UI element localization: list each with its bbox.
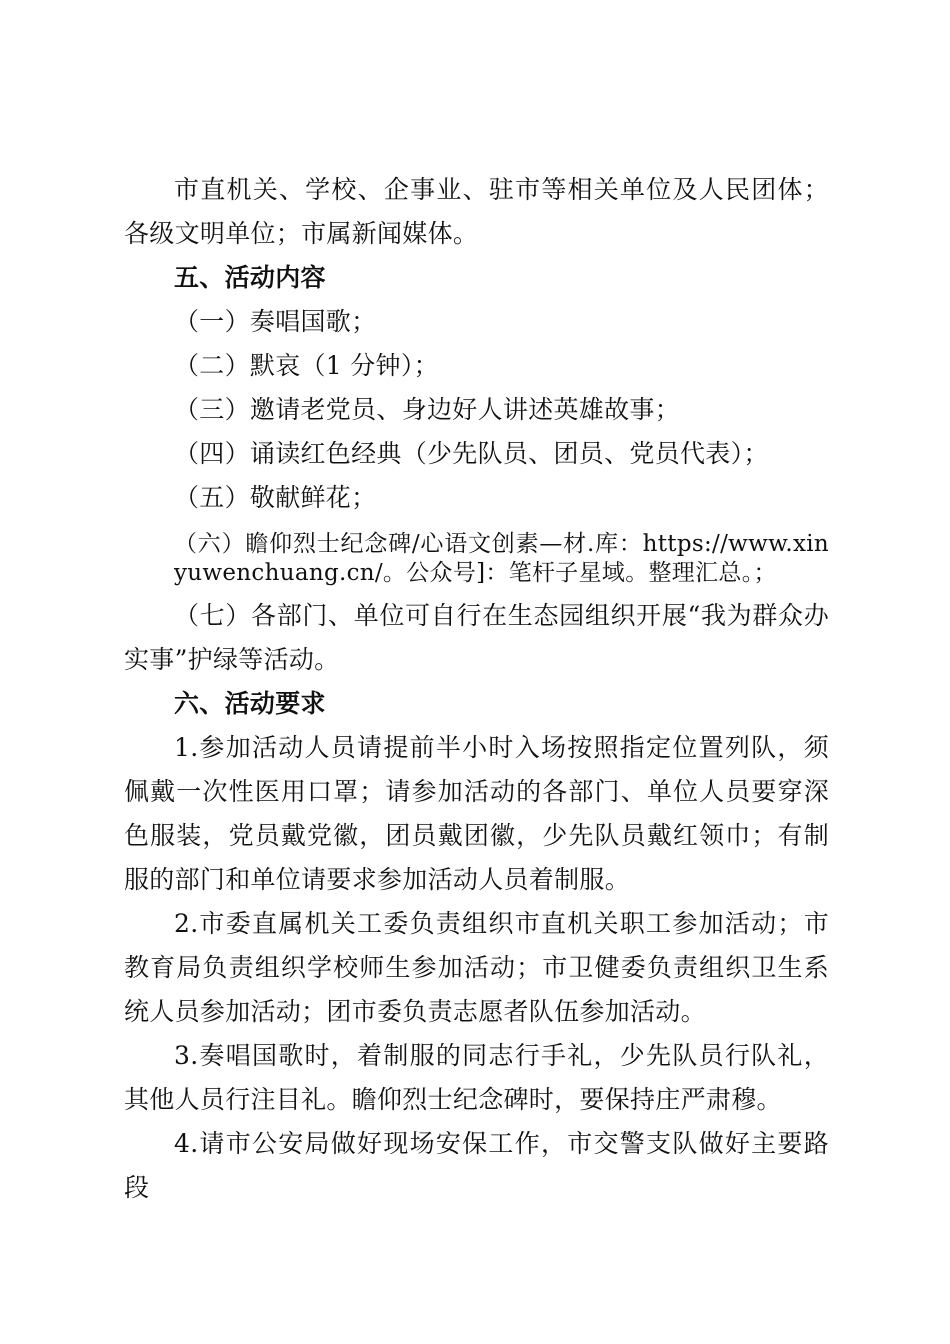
content-item-4: （四）诵读红色经典（少先队员、团员、党员代表）； [174,439,769,468]
document-body [124,168,829,1210]
content-item-1: （一）奏唱国歌； [174,307,377,336]
section-heading-content: 五、活动内容 [174,263,326,292]
requirement-4: 4.请市公安局做好现场安保工作，市交警支队做好主要路段 [124,1129,829,1202]
content-item-3: （三）邀请老党员、身边好人讲述英雄故事； [174,395,681,424]
participants-paragraph: 市直机关、学校、企事业、驻市等相关单位及人民团体；各级文明单位；市属新闻媒体。 [124,175,829,248]
content-item-7: （七）各部门、单位可自行在生态园组织开展“我为群众办实事”护绿等活动。 [124,601,829,674]
requirement-3: 3.奏唱国歌时，着制服的同志行手礼，少先队员行队礼，其他人员行注目礼。瞻仰烈士纪念碑时，要保持庄严肃穆。 [124,1041,829,1114]
section-heading-requirements: 六、活动要求 [174,689,326,718]
requirement-2: 2.市委直属机关工委负责组织市直机关职工参加活动；市教育局负责组织学校师生参加活动；市卫健委负责组织卫生系统人员参加活动；团市委负责志愿者队伍参加活动。 [124,909,829,1026]
content-item-2: （二）默哀（1 分钟）； [174,351,439,380]
content-item-5: （五）敬献鲜花； [174,483,377,512]
requirement-1: 1.参加活动人员请提前半小时入场按照指定位置列队，须佩戴一次性医用口罩；请参加活动的各部门、单位人员要穿深色服装，党员戴党徽，团员戴团徽，少先队员戴红领巾；有制服的部门和单位请要求参加活动人员着制服。 [124,733,829,894]
content-item-6: （六）瞻仰烈士纪念碑/心语文创素—材.库：https://www.xinyuwenchuang.cn/。公众号]：笔杆子星域。整理汇总。； [174,531,829,586]
